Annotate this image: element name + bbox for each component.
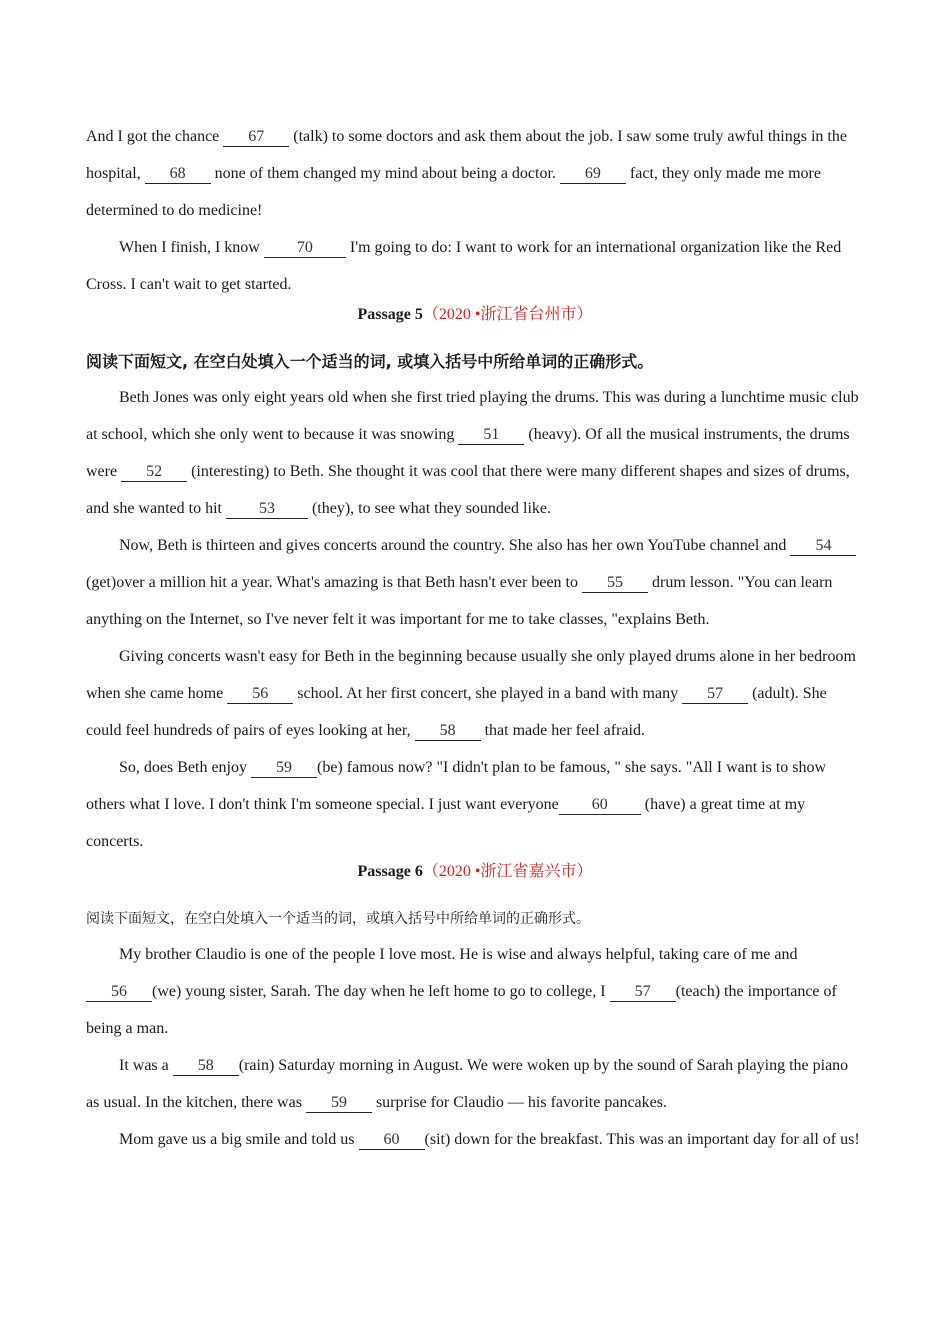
passage6-paragraph-2: It was a 58 (rain) Saturday morning in August. We were woken up by the sound of Sarah playing the piano as usual. In the kitchen, there was 59 surprise for Claudio — his favorite pancakes. [86,1057,849,1111]
passage5-paragraph-1: Beth Jones was only eight years old when she first tried playing the drums. This was during a lunchtime music club at school, which she only went to because it was snowing 51 (heavy). Of all the musical instruments, the drums were 52 (interesting) to Beth. She thought it was cool that there were many different shapes and sizes of drums, and she wanted to hit 53 (they), to see what they sounded like. [86,389,859,517]
passage4-paragraph-2: When I finish, I know 70 I'm going to do: I want to work for an international organization like the Red Cross. I can't wait to get started. [86,239,842,293]
blank-52: 52 [121,463,187,482]
blank-55: 55 [582,574,648,593]
passage5-paragraph-4: So, does Beth enjoy 59 (be) famous now? "I didn't plan to be famous, " she says. "All I want is to show others what I love. I don't think I'm someone special. I just want everyone 60 (have) a great time at my concerts. [86,759,827,850]
blank-51: 51 [458,426,524,445]
blank-60: 60 [559,796,641,815]
blank-59b: 59 [306,1094,372,1113]
blank-67: 67 [223,128,289,147]
blank-53: 53 [226,500,308,519]
blank-54: 54 [790,537,856,556]
passage5-source: （2020 •浙江省台州市） [422,306,593,323]
blank-60b: 60 [359,1131,425,1150]
blank-58: 58 [415,722,481,741]
passage6-instruction: 阅读下面短文，在空白处填入一个适当的词，或填入括号中所给单词的正确形式。 [86,911,590,927]
passage6-source: （2020 •浙江省嘉兴市） [422,863,593,880]
blank-69: 69 [560,165,626,184]
passage5-title: Passage 5 [357,306,423,323]
passage5-paragraph-3: Giving concerts wasn't easy for Beth in the beginning because usually she only played drums alone in her bedroom when she came home 56 school. At her first concert, she played in a band with many 57 (adult). She could feel hundreds of pairs of eyes looking at her, 58 that made her feel afraid. [86,648,856,739]
blank-70: 70 [264,239,346,258]
passage4-paragraph-1: And I got the chance 67 (talk) to some doctors and ask them about the job. I saw some truly awful things in the hospital, 68 none of them changed my mind about being a doctor. 69 fact, they only made me more determined to do medicine! [86,128,847,219]
passage5-instruction: 阅读下面短文, 在空白处填入一个适当的词, 或填入括号中所给单词的正确形式。 [86,352,654,371]
passage5-paragraph-2: Now, Beth is thirteen and gives concerts around the country. She also has her own YouTube channel and 54 (get)over a million hit a year. What's amazing is that Beth hasn't ever been to 55 drum lesson. "You can learn anything on the Internet, so I've never felt it was important for me to take classes, "explains Beth. [86,527,864,638]
blank-58b: 58 [173,1057,239,1076]
document-page [86,118,864,1158]
blank-57: 57 [682,685,748,704]
blank-59: 59 [251,759,317,778]
passage5-heading [86,300,864,330]
blank-56b: 56 [86,983,152,1002]
passage6-title: Passage 6 [357,863,423,880]
passage6-paragraph-1: My brother Claudio is one of the people I love most. He is wise and always helpful, taking care of me and 56 (we) young sister, Sarah. The day when he left home to go to college, I 57 (teach) the importance of being a man. [86,946,837,1037]
passage6-heading [86,857,864,887]
blank-57b: 57 [610,983,676,1002]
blank-68: 68 [145,165,211,184]
passage6-paragraph-3: Mom gave us a big smile and told us 60 (sit) down for the breakfast. This was an important day for all of us! [119,1131,860,1148]
blank-56: 56 [227,685,293,704]
